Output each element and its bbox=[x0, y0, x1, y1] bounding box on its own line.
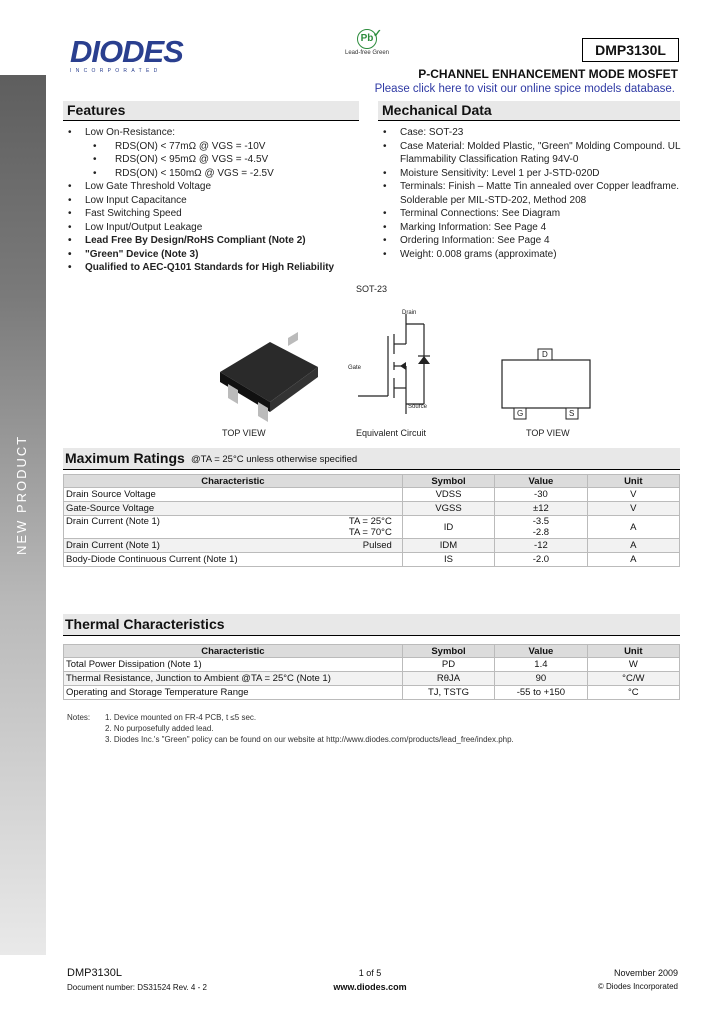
part-number-box: DMP3130L bbox=[582, 38, 679, 62]
footer-copyright: © Diodes Incorporated bbox=[597, 982, 678, 991]
feature-item: • RDS(ON) < 95mΩ @ VGS = -4.5V bbox=[63, 153, 363, 167]
lead-free-label: Lead-free Green bbox=[344, 50, 390, 56]
feature-item: • Qualified to AEC-Q101 Standards for High Reliability bbox=[63, 261, 363, 275]
side-strip bbox=[0, 75, 46, 955]
mechanical-list bbox=[378, 126, 683, 261]
table-row bbox=[64, 516, 680, 539]
characteristic-cell bbox=[64, 488, 403, 502]
value-line: -30 bbox=[534, 489, 548, 500]
diodes-logo[interactable] bbox=[70, 36, 210, 76]
product-subtitle: P-CHANNEL ENHANCEMENT MODE MOSFET bbox=[418, 67, 678, 81]
mechanical-item: • Case: SOT-23 bbox=[378, 126, 683, 140]
pin-g-label: G bbox=[517, 409, 524, 418]
logo-text: DIODES bbox=[70, 34, 183, 69]
table-row bbox=[64, 488, 680, 502]
unit-cell: °C/W bbox=[587, 672, 679, 686]
feature-item: • RDS(ON) < 77mΩ @ VGS = -10V bbox=[63, 140, 363, 154]
characteristic-cell bbox=[64, 553, 403, 567]
note-item: 3. Diodes Inc.'s "Green" policy can be found on our website at http://www.diodes.com/products/lead_free/index.php. bbox=[105, 735, 514, 744]
feature-item: • Lead Free By Design/RoHS Compliant (Note 2) bbox=[63, 234, 363, 248]
value-line: ±12 bbox=[533, 503, 549, 514]
condition-line-2: TA = 70°C bbox=[348, 527, 392, 538]
feature-item: • RDS(ON) < 150mΩ @ VGS = -2.5V bbox=[63, 167, 363, 181]
value-cell bbox=[495, 553, 587, 567]
value-line: -12 bbox=[534, 540, 548, 551]
notes bbox=[67, 712, 687, 745]
table-row bbox=[64, 502, 680, 516]
footer-date: November 2009 bbox=[613, 968, 678, 978]
feature-item: • Low On-Resistance: bbox=[63, 126, 363, 140]
column-header: Characteristic bbox=[64, 645, 403, 658]
notes-label: Notes: bbox=[67, 713, 91, 722]
circuit-caption: Equivalent Circuit bbox=[356, 428, 427, 438]
lead-free-badge bbox=[344, 29, 390, 65]
symbol-cell: IDM bbox=[402, 539, 494, 553]
condition-text bbox=[349, 516, 392, 538]
column-header: Symbol bbox=[402, 645, 494, 658]
unit-cell: V bbox=[587, 502, 679, 516]
mechanical-title: Mechanical Data bbox=[382, 102, 492, 118]
symbol-cell: TJ, TSTG bbox=[402, 686, 494, 700]
condition-line: TA = 25°C bbox=[348, 516, 392, 527]
mechanical-item: • Moisture Sensitivity: Level 1 per J-STD-020D bbox=[378, 167, 683, 181]
column-header: Unit bbox=[587, 475, 679, 488]
value-cell: 90 bbox=[495, 672, 587, 686]
symbol-cell: VGSS bbox=[402, 502, 494, 516]
footer-part-number: DMP3130L bbox=[67, 967, 123, 979]
value-cell: 1.4 bbox=[495, 658, 587, 672]
characteristic-cell: Operating and Storage Temperature Range bbox=[64, 686, 403, 700]
lead-free-icon bbox=[357, 28, 382, 49]
max-ratings-table bbox=[63, 474, 680, 567]
unit-cell: A bbox=[587, 553, 679, 567]
diagram-area bbox=[180, 282, 600, 442]
drain-label: Drain bbox=[402, 310, 417, 316]
pin-d-label: D bbox=[542, 350, 548, 359]
table-row bbox=[64, 658, 680, 672]
characteristic-cell bbox=[64, 516, 403, 539]
unit-cell: A bbox=[587, 539, 679, 553]
column-header: Unit bbox=[587, 645, 679, 658]
table-row bbox=[64, 553, 680, 567]
feature-item: • Low Input/Output Leakage bbox=[63, 221, 363, 235]
logo-sub: INCORPORATED bbox=[70, 68, 162, 74]
sot23-label: SOT-23 bbox=[356, 284, 388, 294]
table-row bbox=[64, 686, 680, 700]
value-cell bbox=[495, 488, 587, 502]
feature-item: • Low Gate Threshold Voltage bbox=[63, 180, 363, 194]
thermal-table bbox=[63, 644, 680, 700]
condition-text bbox=[363, 540, 392, 551]
symbol-cell: RθJA bbox=[402, 672, 494, 686]
value-line: -2.0 bbox=[532, 554, 550, 565]
symbol-cell: VDSS bbox=[402, 488, 494, 502]
package-3d-image bbox=[200, 312, 340, 442]
note-item: 2. No purposefully added lead. bbox=[105, 724, 214, 733]
max-ratings-condition: @TA = 25°C unless otherwise specified bbox=[191, 454, 358, 465]
unit-cell: A bbox=[587, 516, 679, 539]
unit-cell: °C bbox=[587, 686, 679, 700]
features-header bbox=[63, 101, 359, 121]
spice-models-link[interactable]: Please click here to visit our online spice models database. bbox=[374, 83, 675, 95]
check-icon: ✓ bbox=[372, 28, 382, 40]
feature-item: • Low Input Capacitance bbox=[63, 194, 363, 208]
max-ratings-header bbox=[63, 448, 680, 470]
thermal-title: Thermal Characteristics bbox=[65, 616, 225, 632]
symbol-cell: ID bbox=[402, 516, 494, 539]
max-ratings-title: Maximum Ratings bbox=[65, 450, 185, 466]
feature-item: • Fast Switching Speed bbox=[63, 207, 363, 221]
column-header: Symbol bbox=[402, 475, 494, 488]
footer-doc-number: Document number: DS31524 Rev. 4 - 2 bbox=[67, 983, 207, 992]
top-view-caption-2: TOP VIEW bbox=[526, 428, 570, 438]
column-header: Characteristic bbox=[64, 475, 403, 488]
mechanical-item: • Case Material: Molded Plastic, "Green" Molding Compound. UL Flammability Classification Rating 94V-0 bbox=[378, 140, 683, 167]
footer-page-number: 1 of 5 bbox=[358, 968, 382, 978]
condition-line: Pulsed bbox=[362, 540, 392, 551]
thermal-header bbox=[63, 614, 680, 636]
value-line: -3.5 bbox=[532, 516, 550, 527]
characteristic-cell bbox=[64, 539, 403, 553]
value-cell: -55 to +150 bbox=[495, 686, 587, 700]
features-list bbox=[63, 126, 363, 275]
value-cell bbox=[495, 539, 587, 553]
value-line-2: -2.8 bbox=[532, 527, 550, 538]
characteristic-text: Drain Current (Note 1) bbox=[66, 516, 160, 527]
characteristic-text: Drain Source Voltage bbox=[66, 489, 156, 500]
mechanical-item: • Terminal Connections: See Diagram bbox=[378, 207, 683, 221]
value-cell bbox=[495, 516, 587, 539]
column-header: Value bbox=[495, 475, 587, 488]
mechanical-item: • Terminals: Finish – Matte Tin annealed over Copper leadframe. Solderable per MIL-STD-202, Method 208 bbox=[378, 180, 683, 207]
characteristic-text: Drain Current (Note 1) bbox=[66, 540, 160, 551]
table-row bbox=[64, 539, 680, 553]
unit-cell: V bbox=[587, 488, 679, 502]
symbol-cell: PD bbox=[402, 658, 494, 672]
footer-website-link[interactable]: www.diodes.com bbox=[333, 982, 407, 992]
note-item: 1. Device mounted on FR-4 PCB, t ≤5 sec. bbox=[105, 713, 257, 722]
characteristic-cell: Thermal Resistance, Junction to Ambient @TA = 25°C (Note 1) bbox=[64, 672, 403, 686]
unit-cell: W bbox=[587, 658, 679, 672]
mechanical-header bbox=[378, 101, 680, 121]
mechanical-item: • Weight: 0.008 grams (approximate) bbox=[378, 248, 683, 262]
pb-symbol: Pb bbox=[360, 33, 374, 44]
characteristic-text: Gate-Source Voltage bbox=[66, 503, 155, 514]
gate-label: Gate bbox=[348, 365, 362, 371]
source-label: Source bbox=[408, 404, 428, 410]
column-header: Value bbox=[495, 645, 587, 658]
pinout-top-view bbox=[498, 346, 598, 426]
new-product-label: NEW PRODUCT bbox=[14, 434, 29, 555]
characteristic-cell: Total Power Dissipation (Note 1) bbox=[64, 658, 403, 672]
characteristic-cell bbox=[64, 502, 403, 516]
features-title: Features bbox=[67, 102, 126, 118]
notes-list bbox=[105, 712, 687, 745]
value-cell bbox=[495, 502, 587, 516]
symbol-cell: IS bbox=[402, 553, 494, 567]
equivalent-circuit-diagram bbox=[348, 304, 458, 434]
characteristic-text: Body-Diode Continuous Current (Note 1) bbox=[66, 554, 238, 565]
mechanical-item: • Marking Information: See Page 4 bbox=[378, 221, 683, 235]
feature-item: • "Green" Device (Note 3) bbox=[63, 248, 363, 262]
table-row bbox=[64, 672, 680, 686]
pin-s-label: S bbox=[569, 409, 575, 418]
top-view-caption-1: TOP VIEW bbox=[222, 428, 266, 438]
mechanical-item: • Ordering Information: See Page 4 bbox=[378, 234, 683, 248]
